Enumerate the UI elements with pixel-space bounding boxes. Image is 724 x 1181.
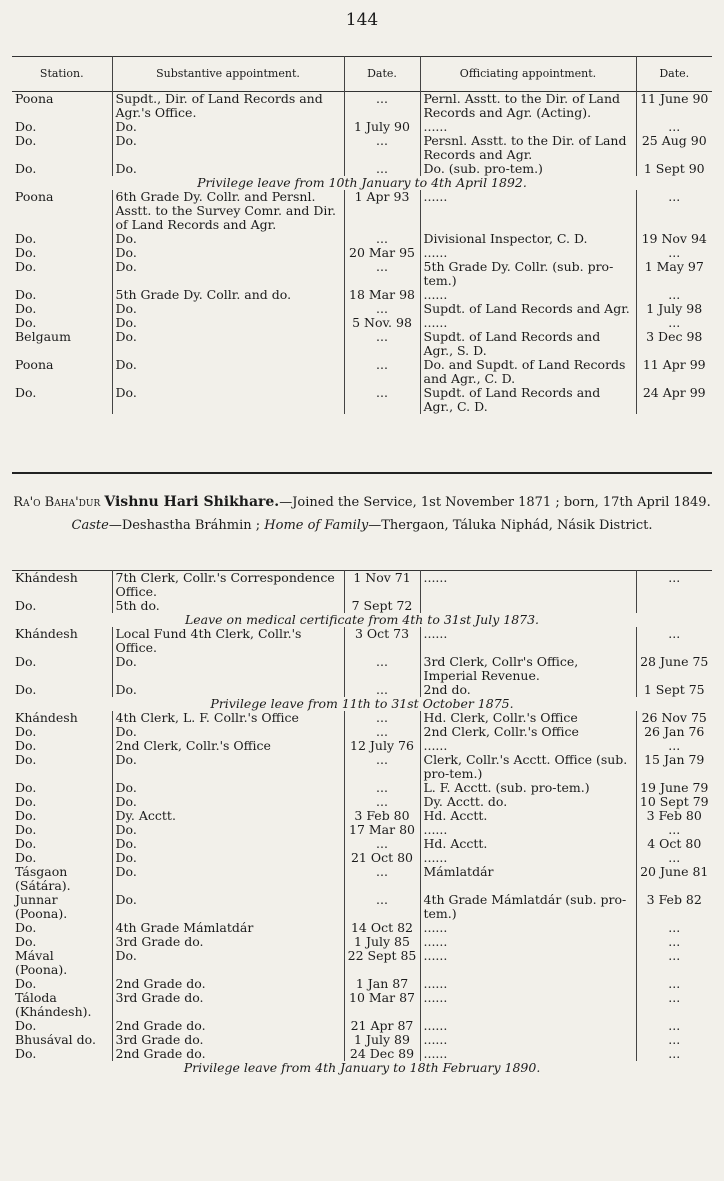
officiating-cell: Hd. Acctt. — [420, 809, 636, 823]
officiating-date-cell: 1 July 98 — [646, 301, 703, 316]
station-cell: Poona — [12, 92, 112, 121]
leave-note — [12, 697, 712, 711]
date-cell: 1 Apr 93 — [344, 190, 420, 232]
substantive-cell: Do. — [112, 865, 344, 893]
officiating-date-cell: 11 June 90 — [640, 91, 709, 106]
officiating-cell: ...... — [420, 921, 636, 935]
date-cell: ... — [344, 260, 420, 288]
table-row — [12, 386, 712, 414]
officiating-cell: 3rd Clerk, Collr's Office, Imperial Revenue. — [420, 655, 636, 683]
date-cell: ... — [344, 753, 420, 781]
station-cell: Do. — [12, 302, 112, 316]
station-cell: Do. — [12, 795, 112, 809]
table-row — [12, 1047, 712, 1061]
officiating-cell: Pernl. Asstt. to the Dir. of Land Records and Agr. (Acting). — [420, 92, 636, 121]
caste-label: Caste — [71, 518, 109, 533]
leave-note — [12, 613, 712, 627]
leave-note-text: Leave on medical certificate from 4th to 31st July 1873. — [184, 612, 540, 627]
date-cell: 7 Sept 72 — [344, 599, 420, 613]
officiating-date-cell: ... — [668, 189, 681, 204]
station-cell: Tásgaon (Sátára). — [12, 865, 112, 893]
officiating-date-cell: 3 Feb 80 — [646, 808, 702, 823]
leave-note-text: Privilege leave from 11th to 31st October 1875. — [210, 696, 514, 711]
substantive-cell: 2nd Grade do. — [112, 1019, 344, 1033]
officer-joined: —Joined the Service, 1st November 1871 ; born, 17th April 1849. — [279, 495, 711, 510]
date-cell: ... — [344, 92, 420, 121]
substantive-cell: 2nd Clerk, Collr.'s Office — [112, 739, 344, 753]
table-row — [12, 260, 712, 288]
date-cell: ... — [344, 134, 420, 162]
officiating-cell: ...... — [420, 851, 636, 865]
officiating-cell: ...... — [420, 739, 636, 753]
date-cell: 1 Nov 71 — [344, 571, 420, 600]
substantive-cell: Do. — [112, 781, 344, 795]
table-row — [12, 1033, 712, 1047]
station-cell: Do. — [12, 386, 112, 414]
officiating-date-cell: ... — [668, 570, 681, 585]
substantive-cell: 7th Clerk, Collr.'s Correspondence Office. — [112, 571, 344, 600]
officiating-cell: Supdt. of Land Records and Agr., S. D. — [420, 330, 636, 358]
table-row — [12, 837, 712, 851]
officiating-cell: ...... — [420, 190, 636, 232]
officiating-cell — [420, 599, 636, 613]
substantive-cell: Do. — [112, 823, 344, 837]
station-cell: Do. — [12, 162, 112, 176]
substantive-cell: Local Fund 4th Clerk, Collr.'s Office. — [112, 627, 344, 655]
officiating-date-cell: 3 Dec 98 — [646, 329, 703, 344]
substantive-cell: Do. — [112, 851, 344, 865]
station-cell: Do. — [12, 288, 112, 302]
station-cell: Do. — [12, 739, 112, 753]
station-cell: Bhusával do. — [12, 1033, 112, 1047]
date-cell: ... — [344, 386, 420, 414]
table-row — [12, 739, 712, 753]
substantive-cell: Do. — [112, 753, 344, 781]
officiating-date-cell: ... — [668, 976, 681, 991]
table-row — [12, 991, 712, 1019]
officiating-cell: Do. and Supdt. of Land Records and Agr., C. D. — [420, 358, 636, 386]
station-cell: Do. — [12, 134, 112, 162]
officiating-date-cell: ... — [668, 990, 681, 1005]
substantive-cell: Do. — [112, 232, 344, 246]
date-cell: 1 July 89 — [344, 1033, 420, 1047]
table-row — [12, 725, 712, 739]
date-cell: ... — [344, 781, 420, 795]
officiating-cell: ...... — [420, 288, 636, 302]
officiating-date-cell: ... — [668, 315, 681, 330]
date-cell: ... — [344, 302, 420, 316]
table-row — [12, 795, 712, 809]
table-row — [12, 655, 712, 683]
table-row — [12, 977, 712, 991]
officiating-date-cell: ... — [668, 920, 681, 935]
table-row — [12, 288, 712, 302]
station-cell: Do. — [12, 683, 112, 697]
officer-name: Vishnu Hari Shikhare. — [104, 494, 280, 510]
officiating-cell: ...... — [420, 627, 636, 655]
officiating-cell: Persnl. Asstt. to the Dir. of Land Records and Agr. — [420, 134, 636, 162]
station-cell: Do. — [12, 781, 112, 795]
date-cell: 12 July 76 — [344, 739, 420, 753]
substantive-cell: Do. — [112, 358, 344, 386]
section-rule — [12, 472, 712, 474]
officiating-cell: ...... — [420, 935, 636, 949]
officiating-date-cell: 4 Oct 80 — [647, 836, 702, 851]
officiating-date-cell: 1 Sept 90 — [643, 161, 705, 176]
substantive-cell: Do. — [112, 260, 344, 288]
officiating-date-cell: ... — [668, 626, 681, 641]
table-row — [12, 683, 712, 697]
substantive-cell: Do. — [112, 725, 344, 739]
officiating-cell: L. F. Acctt. (sub. pro-tem.) — [420, 781, 636, 795]
station-cell: Khándesh — [12, 627, 112, 655]
date-cell: 5 Nov. 98 — [344, 316, 420, 330]
table-row — [12, 599, 712, 613]
officiating-cell: ...... — [420, 316, 636, 330]
table-row — [12, 865, 712, 893]
table-row — [12, 893, 712, 921]
substantive-cell: Do. — [112, 302, 344, 316]
substantive-cell: Do. — [112, 386, 344, 414]
officiating-cell: Do. (sub. pro-tem.) — [420, 162, 636, 176]
substantive-cell: Do. — [112, 134, 344, 162]
officiating-cell: Supdt. of Land Records and Agr. — [420, 302, 636, 316]
officiating-date-cell: 26 Jan 76 — [644, 724, 705, 739]
table-row — [12, 823, 712, 837]
officiating-date-cell: 1 May 97 — [644, 259, 704, 274]
officiating-cell: Hd. Clerk, Collr.'s Office — [420, 711, 636, 725]
officiating-date-cell: 15 Jan 79 — [644, 752, 705, 767]
date-cell: 21 Apr 87 — [344, 1019, 420, 1033]
date-cell: 21 Oct 80 — [344, 851, 420, 865]
officiating-cell: ...... — [420, 1033, 636, 1047]
officiating-date-cell: ... — [668, 948, 681, 963]
officiating-cell: ...... — [420, 823, 636, 837]
header-date-2: Date. — [659, 67, 690, 80]
station-cell: Do. — [12, 599, 112, 613]
station-cell: Do. — [12, 655, 112, 683]
date-cell: 17 Mar 80 — [344, 823, 420, 837]
officiating-date-cell: ... — [668, 119, 681, 134]
station-cell: Do. — [12, 823, 112, 837]
officiating-cell: 5th Grade Dy. Collr. (sub. pro-tem.) — [420, 260, 636, 288]
substantive-cell: 3rd Grade do. — [112, 1033, 344, 1047]
table-row — [12, 949, 712, 977]
officer-title: Ra'o Baha'dur — [13, 495, 101, 510]
station-cell: Do. — [12, 977, 112, 991]
officiating-date-cell: ... — [668, 245, 681, 260]
table-row — [12, 935, 712, 949]
table-row — [12, 781, 712, 795]
station-cell: Do. — [12, 316, 112, 330]
station-cell: Belgaum — [12, 330, 112, 358]
table-row — [12, 627, 712, 655]
header-officiating: Officiating appointment. — [420, 57, 636, 92]
date-cell: ... — [344, 711, 420, 725]
officiating-cell: Mámlatdár — [420, 865, 636, 893]
officiating-date-cell: 19 Nov 94 — [641, 231, 707, 246]
table-row — [12, 134, 712, 162]
officiating-cell: ...... — [420, 246, 636, 260]
officiating-date-cell: 26 Nov 75 — [641, 710, 707, 725]
officiating-cell: Supdt. of Land Records and Agr., C. D. — [420, 386, 636, 414]
table-row — [12, 232, 712, 246]
substantive-cell: Do. — [112, 795, 344, 809]
station-cell: Do. — [12, 753, 112, 781]
station-cell: Junnar (Poona). — [12, 893, 112, 921]
date-cell: ... — [344, 893, 420, 921]
officiating-cell: ...... — [420, 991, 636, 1019]
substantive-cell: Do. — [112, 683, 344, 697]
officiating-date-cell: 3 Feb 82 — [646, 892, 702, 907]
substantive-cell: Do. — [112, 655, 344, 683]
officiating-date-cell: ... — [668, 1046, 681, 1061]
station-cell: Do. — [12, 851, 112, 865]
officiating-date-cell: ... — [668, 850, 681, 865]
substantive-cell: 4th Grade Mámlatdár — [112, 921, 344, 935]
officer-bio — [12, 494, 712, 534]
table-row — [12, 921, 712, 935]
officiating-cell: 2nd do. — [420, 683, 636, 697]
leave-note-text: Privilege leave from 10th January to 4th April 1892. — [197, 175, 527, 190]
station-cell: Do. — [12, 260, 112, 288]
substantive-cell: Do. — [112, 120, 344, 134]
date-cell: ... — [344, 330, 420, 358]
station-cell: Do. — [12, 1019, 112, 1033]
table-row — [12, 753, 712, 781]
service-table-lower — [12, 570, 712, 1075]
substantive-cell: Do. — [112, 837, 344, 851]
date-cell: 22 Sept 85 — [344, 949, 420, 977]
date-cell: 1 July 85 — [344, 935, 420, 949]
substantive-cell: Do. — [112, 246, 344, 260]
officiating-date-cell: 11 Apr 99 — [642, 357, 706, 372]
substantive-cell: 4th Clerk, L. F. Collr.'s Office — [112, 711, 344, 725]
station-cell: Poona — [12, 190, 112, 232]
substantive-cell: 3rd Grade do. — [112, 991, 344, 1019]
officiating-cell: ...... — [420, 949, 636, 977]
home-label: Home of Family — [264, 518, 369, 533]
station-cell: Do. — [12, 725, 112, 739]
service-table-upper — [12, 56, 712, 414]
table-row — [12, 246, 712, 260]
leave-note-text: Privilege leave from 4th January to 18th February 1890. — [183, 1060, 541, 1075]
date-cell: 20 Mar 95 — [344, 246, 420, 260]
substantive-cell: 3rd Grade do. — [112, 935, 344, 949]
date-cell: 3 Feb 80 — [344, 809, 420, 823]
substantive-cell: 6th Grade Dy. Collr. and Persnl. Asstt. to the Survey Comr. and Dir. of Land Records and Agr. — [112, 190, 344, 232]
substantive-cell: Do. — [112, 949, 344, 977]
officiating-date-cell: 25 Aug 90 — [641, 133, 707, 148]
station-cell: Do. — [12, 1047, 112, 1061]
station-cell: Do. — [12, 921, 112, 935]
officiating-cell: Divisional Inspector, C. D. — [420, 232, 636, 246]
date-cell: ... — [344, 865, 420, 893]
date-cell: 18 Mar 98 — [344, 288, 420, 302]
officiating-cell: ...... — [420, 120, 636, 134]
header-date: Date. — [344, 57, 420, 92]
officiating-date-cell — [636, 599, 712, 613]
substantive-cell: 5th Grade Dy. Collr. and do. — [112, 288, 344, 302]
station-cell: Do. — [12, 935, 112, 949]
officiating-date-cell: 28 June 75 — [640, 654, 709, 669]
officiating-date-cell: 1 Sept 75 — [643, 682, 705, 697]
officiating-cell: 4th Grade Mámlatdár (sub. pro-tem.) — [420, 893, 636, 921]
station-cell: Poona — [12, 358, 112, 386]
substantive-cell: 5th do. — [112, 599, 344, 613]
table-row — [12, 92, 712, 121]
officiating-date-cell: 20 June 81 — [640, 864, 709, 879]
station-cell: Khándesh — [12, 571, 112, 600]
substantive-cell: Do. — [112, 330, 344, 358]
substantive-cell: Do. — [112, 162, 344, 176]
substantive-cell: Do. — [112, 316, 344, 330]
officiating-date-cell: 19 June 79 — [640, 780, 709, 795]
station-cell: Do. — [12, 120, 112, 134]
officiating-date-cell: ... — [668, 1018, 681, 1033]
leave-note — [12, 176, 712, 190]
table-row — [12, 571, 712, 600]
page-number: 144 — [345, 10, 379, 30]
station-cell: Do. — [12, 246, 112, 260]
date-cell: ... — [344, 683, 420, 697]
date-cell: 3 Oct 73 — [344, 627, 420, 655]
officiating-cell: Dy. Acctt. do. — [420, 795, 636, 809]
station-cell: Khándesh — [12, 711, 112, 725]
table-row — [12, 302, 712, 316]
table-row — [12, 809, 712, 823]
substantive-cell: Supdt., Dir. of Land Records and Agr.'s Office. — [112, 92, 344, 121]
table-row — [12, 851, 712, 865]
date-cell: 1 July 90 — [344, 120, 420, 134]
date-cell: ... — [344, 725, 420, 739]
table-row — [12, 190, 712, 232]
officiating-cell: 2nd Clerk, Collr.'s Office — [420, 725, 636, 739]
date-cell: 1 Jan 87 — [344, 977, 420, 991]
date-cell: 14 Oct 82 — [344, 921, 420, 935]
table-row — [12, 1019, 712, 1033]
officiating-date-cell: ... — [668, 1032, 681, 1047]
officiating-date-cell: 24 Apr 99 — [642, 385, 706, 400]
officiating-cell: ...... — [420, 1047, 636, 1061]
officiating-cell: Clerk, Collr.'s Acctt. Office (sub. pro-tem.) — [420, 753, 636, 781]
station-cell: Táloda (Khándesh). — [12, 991, 112, 1019]
date-cell: ... — [344, 837, 420, 851]
table-row — [12, 120, 712, 134]
officiating-cell: ...... — [420, 571, 636, 600]
date-cell: ... — [344, 358, 420, 386]
station-cell: Do. — [12, 837, 112, 851]
table-row — [12, 330, 712, 358]
leave-note — [12, 1061, 712, 1075]
date-cell: 10 Mar 87 — [344, 991, 420, 1019]
officiating-cell: ...... — [420, 1019, 636, 1033]
substantive-cell: 2nd Grade do. — [112, 1047, 344, 1061]
table-row — [12, 711, 712, 725]
date-cell: ... — [344, 232, 420, 246]
officiating-date-cell: ... — [668, 934, 681, 949]
substantive-cell: Do. — [112, 893, 344, 921]
date-cell: ... — [344, 162, 420, 176]
officiating-cell: Hd. Acctt. — [420, 837, 636, 851]
officiating-date-cell: ... — [668, 822, 681, 837]
date-cell: ... — [344, 655, 420, 683]
home-value: —Thergaon, Táluka Niphád, Násik District. — [368, 518, 653, 533]
date-cell: 24 Dec 89 — [344, 1047, 420, 1061]
officiating-cell: ...... — [420, 977, 636, 991]
table-row — [12, 316, 712, 330]
officiating-date-cell: ... — [668, 738, 681, 753]
substantive-cell: Dy. Acctt. — [112, 809, 344, 823]
officiating-date-cell: 10 Sept 79 — [639, 794, 709, 809]
caste-value: —Deshastha Bráhmin ; — [108, 518, 261, 533]
station-cell: Do. — [12, 232, 112, 246]
header-substantive: Substantive appointment. — [112, 57, 344, 92]
header-station: Station. — [12, 57, 112, 92]
officiating-date-cell: ... — [668, 287, 681, 302]
station-cell: Do. — [12, 809, 112, 823]
substantive-cell: 2nd Grade do. — [112, 977, 344, 991]
table-row — [12, 162, 712, 176]
station-cell: Mával (Poona). — [12, 949, 112, 977]
table-row — [12, 358, 712, 386]
date-cell: ... — [344, 795, 420, 809]
